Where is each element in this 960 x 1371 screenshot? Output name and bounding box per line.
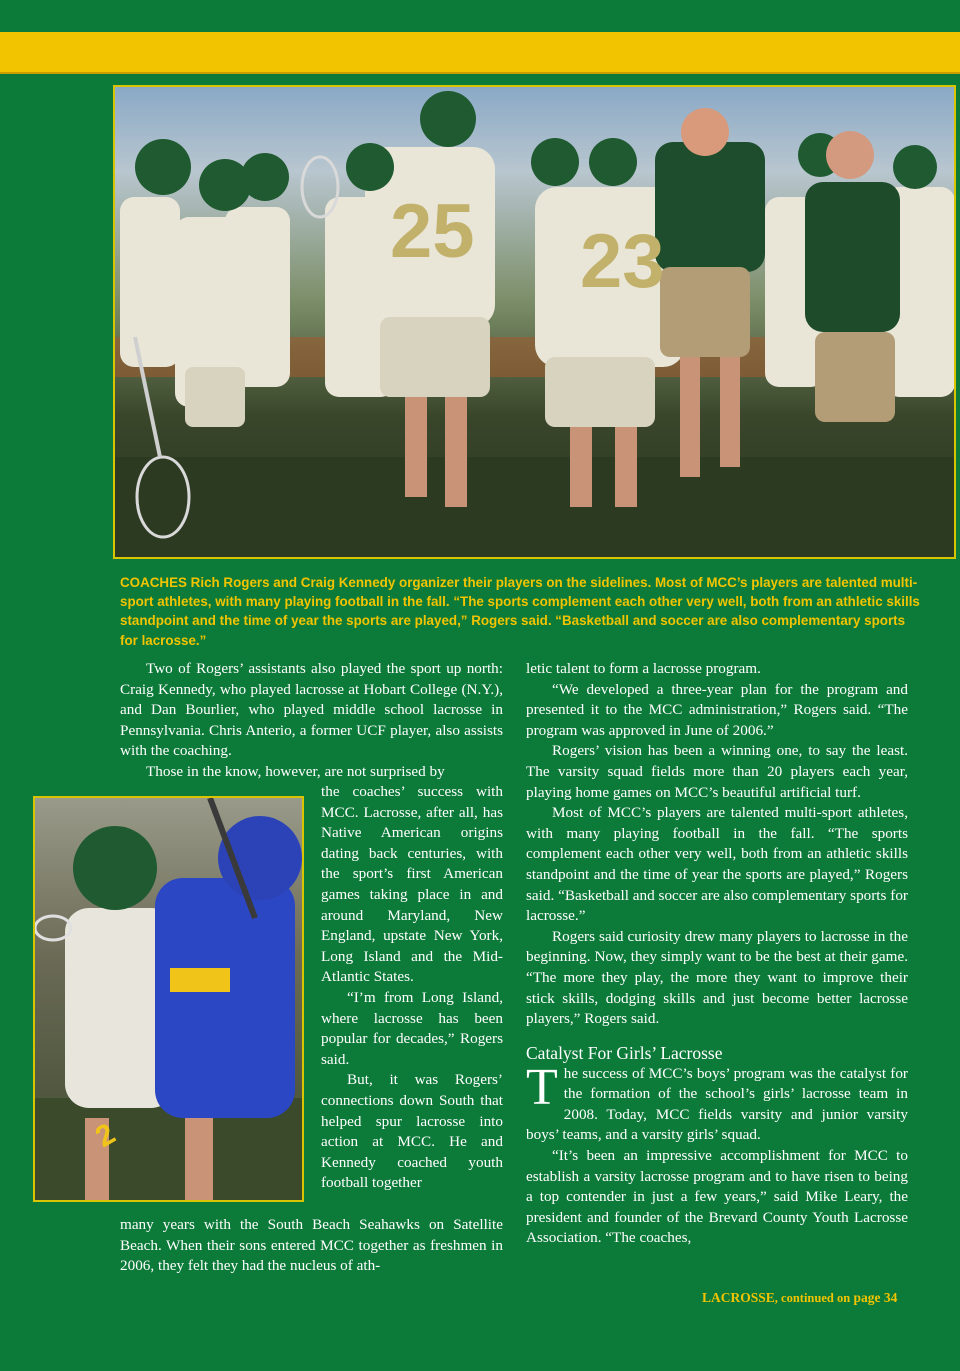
paragraph: Rogers said curiosity drew many players to lacrosse in the beginning. Now, they simply want to be the best at their game. “The more they play, the more they want to improve their stick skills, dodging skills and just become better lacrosse players,” Rogers said.	[526, 927, 908, 1028]
jump-word: LACROSSE	[702, 1290, 775, 1305]
section-subhead: Catalyst For Girls’ Lacrosse	[526, 1042, 723, 1063]
left-column-narrow	[321, 782, 503, 1194]
paragraph: Most of MCC’s players are talented multi-sport athletes, with many playing football in the fall. “The sports complement each other very well, both from an athletic skills standpoint and the time of year the sports are played,” Rogers said. “Basketball and soccer are also complementary sports for lacrosse.”	[526, 804, 908, 925]
gold-header-bar	[0, 32, 960, 74]
paragraph: Two of Rogers’ assistants also played the sport up north: Craig Kennedy, who played lacrosse at Hobart College (N.Y.), and Dan Bourlier, who played middle school lacrosse in Pennsylvania. Chris Anterio, a former UCF player, also assists with the coaching.	[120, 660, 503, 760]
left-column-top	[120, 659, 503, 783]
paragraph: Those in the know, however, are not surprised by	[146, 762, 445, 780]
left-column-bottom	[120, 1215, 503, 1277]
jersey-number-c: 2	[90, 1117, 121, 1155]
paragraph-with-dropcap	[526, 1058, 908, 1146]
drop-cap: T	[526, 1058, 558, 1116]
paragraph: many years with the South Beach Seahawks on Satellite Beach. When their sons entered MCC together as freshmen in 2006, they felt they had the nucleus of ath-	[120, 1216, 503, 1275]
paragraph: Rogers’ vision has been a winning one, to say the least. The varsity squad fields more than 20 players each year, playing home games on MCC’s beautiful artificial turf.	[526, 742, 908, 801]
paragraph: letic talent to form a lacrosse program.	[526, 660, 761, 677]
paragraph: “I’m from Long Island, where lacrosse has been popular for decades,” Rogers said.	[321, 988, 503, 1068]
jump-page: page 34	[853, 1290, 898, 1305]
jersey-number-b: 23	[580, 219, 665, 304]
paragraph: “It’s been an impressive accomplishment for MCC to establish a varsity lacrosse program and to have risen to being a top contender in just a few years,” said Mike Leary, the president and founder of the Brevard County Youth Lacrosse Association. “The coaches,	[526, 1147, 908, 1247]
continued-on-link[interactable]	[702, 1290, 912, 1306]
team-huddle-photo	[113, 85, 956, 559]
paragraph: the coaches’ success with MCC. Lacrosse, after all, has Native American origins dating back centuries, with the sport’s first American games taking place in and around Maryland, New England, upstate New York, Long Island and the Mid-Atlantic States.	[321, 783, 503, 986]
jersey-number-a: 25	[390, 189, 475, 274]
jump-text: , continued on	[774, 1291, 851, 1305]
dropcap-paragraph-text: he success of MCC’s boys’ program was the catalyst for the formation of the school’s girls’ lacrosse team in 2008. Today, MCC fields varsity and junior varsity boys’ teams, and a varsity girls’ squad.	[526, 1064, 908, 1144]
top-green-band	[0, 0, 960, 32]
right-column	[526, 659, 908, 1249]
paragraph: “We developed a three-year plan for the program and presented it to the MCC administration,” Rogers said. “The program was approved in June of 2006.”	[526, 680, 908, 739]
paragraph: But, it was Rogers’ connections down South that helped spur lacrosse into action at MCC. He and Kennedy coached youth football together	[321, 1071, 503, 1192]
game-action-photo	[33, 796, 304, 1202]
photo-caption: COACHES Rich Rogers and Craig Kennedy organizer their players on the sidelines. Most of MCC’s players are talented multi-sport athletes, with many playing football in the fall. “The sports complement each other very well, both from an athletic skills standpoint and the time of year the sports are played,” Rogers said. “Basketball and soccer are also complementary sports for lacrosse.”	[120, 575, 920, 648]
